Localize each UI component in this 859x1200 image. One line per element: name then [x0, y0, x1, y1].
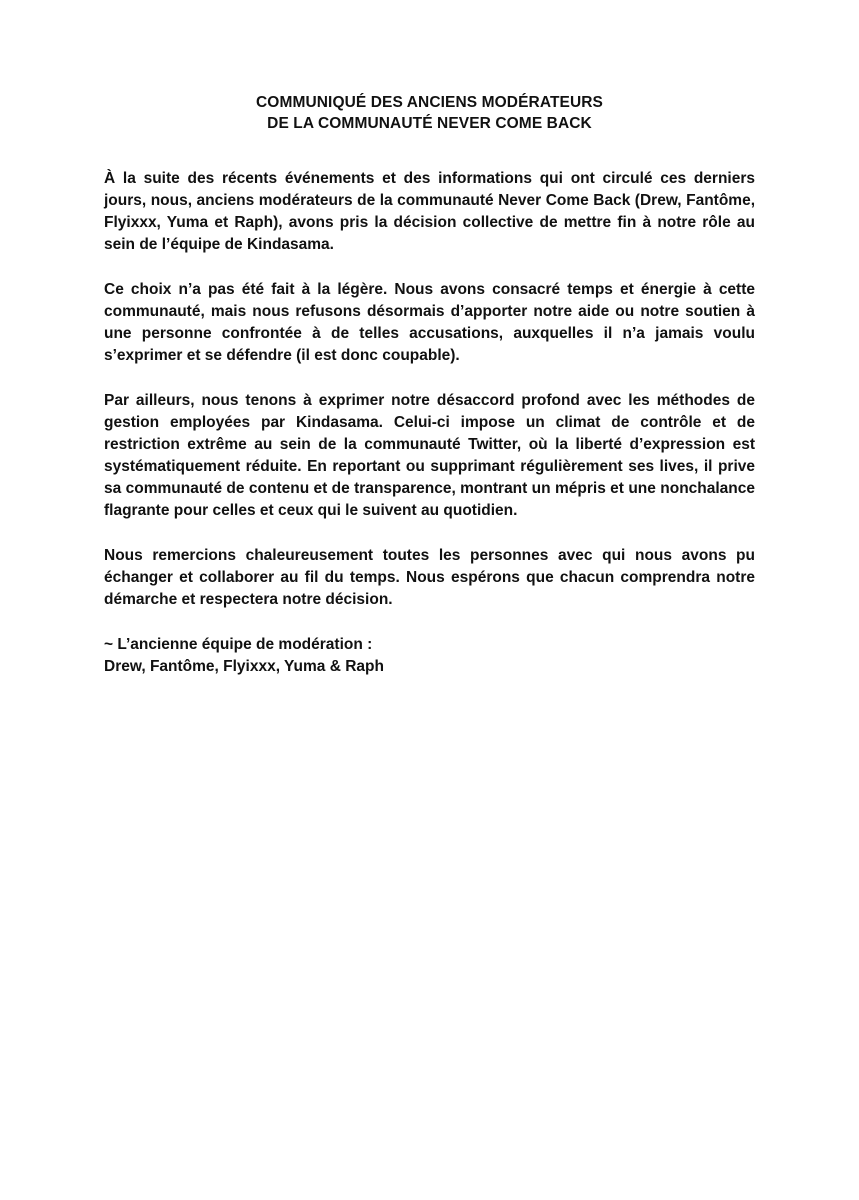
paragraph-2: Ce choix n’a pas été fait à la légère. Nous avons consacré temps et énergie à cette communauté, mais nous refusons désormais d’apporter notre aide ou notre soutien à une personne confrontée à de telles accusations, auxquelles il n’a jamais voulu s’exprimer et se défendre (il est donc coupable). — [104, 281, 755, 364]
paragraph-3: Par ailleurs, nous tenons à exprimer notre désaccord profond avec les méthodes de gestion employées par Kindasama. Celui-ci impose un climat de contrôle et de restriction extrême au sein de la communauté Twitter, où la liberté d’expression est systématiquement réduite. En reportant ou supprimant régulièrement ses lives, il prive sa communauté de contenu et de transparence, montrant un mépris et une nonchalance flagrante pour celles et ceux qui le suivent au quotidien. — [104, 392, 755, 519]
title-line-2: DE LA COMMUNAUTÉ NEVER COME BACK — [267, 115, 592, 132]
paragraph-4: Nous remercions chaleureusement toutes les personnes avec qui nous avons pu échanger et collaborer au fil du temps. Nous espérons que chacun comprendra notre démarche et respectera notre décision. — [104, 547, 755, 608]
signature-line-2: Drew, Fantôme, Flyixxx, Yuma & Raph — [104, 658, 384, 675]
document-title — [104, 92, 755, 134]
signature-line-1: ~ L’ancienne équipe de modération : — [104, 636, 373, 653]
title-line-1: COMMUNIQUÉ DES ANCIENS MODÉRATEURS — [256, 94, 603, 111]
signature-block — [104, 634, 755, 678]
paragraph-1: À la suite des récents événements et des informations qui ont circulé ces derniers jours, nous, anciens modérateurs de la communauté Never Come Back (Drew, Fantôme, Flyixxx, Yuma et Raph), avons pris la décision collective de mettre fin à notre rôle au sein de l’équipe de Kindasama. — [104, 170, 755, 253]
